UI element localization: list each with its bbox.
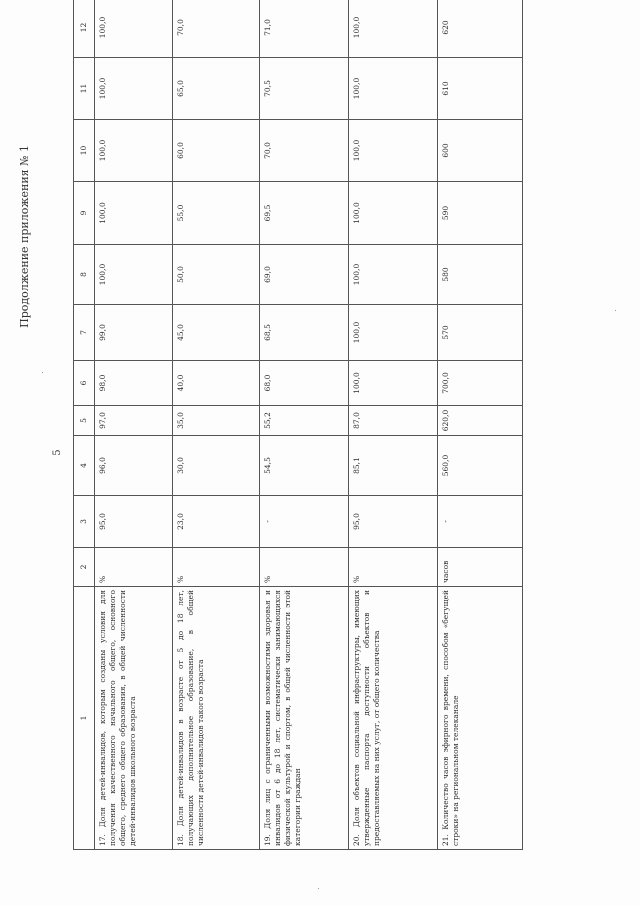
- value-cell: 35,0: [173, 406, 260, 436]
- unit-cell: %: [260, 548, 349, 587]
- value-cell: 100,0: [349, 182, 438, 245]
- value-cell: 100,0: [95, 182, 173, 245]
- value-cell: 100,0: [349, 245, 438, 305]
- value-cell: 68,0: [260, 361, 349, 406]
- value-cell: 100,0: [349, 361, 438, 406]
- value-cell: 71,0: [260, 0, 349, 58]
- table-row: [438, 0, 523, 850]
- value-cell: 590: [438, 182, 523, 245]
- value-cell: 70,0: [260, 120, 349, 182]
- value-cell: 54,5: [260, 436, 349, 496]
- indicator-cell: 20. Доля объектов социальной инфраструктуры, имеющих утвержденные паспорта доступности объектов и предоставляемых на них услуг, от общего количества: [349, 587, 438, 850]
- value-cell: -: [438, 496, 523, 548]
- value-cell: 98,0: [95, 361, 173, 406]
- value-cell: 40,0: [173, 361, 260, 406]
- table-row: [349, 0, 438, 850]
- unit-cell: %: [173, 548, 260, 587]
- value-cell: 68,5: [260, 305, 349, 361]
- value-cell: 97,0: [95, 406, 173, 436]
- value-cell: 70,0: [173, 0, 260, 58]
- value-cell: 96,0: [95, 436, 173, 496]
- indicator-cell: 19. Доля лиц с ограниченными возможностями здоровья и инвалидов от 6 до 18 лет, систематически занимающихся физической культурой и спортом, в общей численности этой категории граждан: [260, 587, 349, 850]
- value-cell: 580: [438, 245, 523, 305]
- header-cell: 11: [74, 58, 95, 120]
- value-cell: 69,5: [260, 182, 349, 245]
- value-cell: 620,0: [438, 406, 523, 436]
- table-row: [260, 0, 349, 850]
- value-cell: 70,5: [260, 58, 349, 120]
- appendix-note: Продолжение приложения № 1: [18, 145, 31, 328]
- value-cell: 30,0: [173, 436, 260, 496]
- value-cell: 85,1: [349, 436, 438, 496]
- header-cell: 9: [74, 182, 95, 245]
- value-cell: 65,0: [173, 58, 260, 120]
- value-cell: 100,0: [95, 120, 173, 182]
- value-cell: 100,0: [95, 0, 173, 58]
- header-cell: 5: [74, 406, 95, 436]
- value-cell: 100,0: [349, 305, 438, 361]
- page-number: 5: [52, 449, 63, 456]
- value-cell: 600: [438, 120, 523, 182]
- value-cell: 95,0: [349, 496, 438, 548]
- header-cell: 1: [74, 587, 95, 850]
- header-cell: 10: [74, 120, 95, 182]
- value-cell: 570: [438, 305, 523, 361]
- header-cell: 7: [74, 305, 95, 361]
- header-cell: 8: [74, 245, 95, 305]
- value-cell: 100,0: [349, 0, 438, 58]
- unit-cell: часов: [438, 548, 523, 587]
- unit-cell: %: [349, 548, 438, 587]
- value-cell: 700,0: [438, 361, 523, 406]
- value-cell: 100,0: [349, 58, 438, 120]
- value-cell: 100,0: [95, 58, 173, 120]
- value-cell: 100,0: [95, 245, 173, 305]
- header-cell: 6: [74, 361, 95, 406]
- value-cell: 620: [438, 0, 523, 58]
- indicators-table: [73, 0, 523, 850]
- value-cell: -: [260, 496, 349, 548]
- table-row: [173, 0, 260, 850]
- table-header-row: [74, 0, 95, 850]
- value-cell: 87,0: [349, 406, 438, 436]
- indicator-cell: 17. Доля детей-инвалидов, которым созданы условия для получения качественного начального общего, основного общего, среднего общего образования, в общей численности детей-инвалидов школьного возраста: [95, 587, 173, 850]
- header-cell: 3: [74, 496, 95, 548]
- table-row: [95, 0, 173, 850]
- indicator-cell: 21. Количество часов эфирного времени, способом «бегущей строки» на региональном телеканале: [438, 587, 523, 850]
- value-cell: 55,2: [260, 406, 349, 436]
- scan-speck: [42, 372, 43, 373]
- value-cell: 55,0: [173, 182, 260, 245]
- indicator-cell: 18. Доля детей-инвалидов в возрасте от 5 до 18 лет, получающих дополнительное образование, в общей численности детей-инвалидов такого возраста: [173, 587, 260, 850]
- value-cell: 69,0: [260, 245, 349, 305]
- scan-speck: [615, 310, 616, 311]
- header-cell: 12: [74, 0, 95, 58]
- value-cell: 45,0: [173, 305, 260, 361]
- value-cell: 610: [438, 58, 523, 120]
- header-cell: 4: [74, 436, 95, 496]
- scan-speck: [318, 888, 319, 889]
- value-cell: 100,0: [349, 120, 438, 182]
- value-cell: 99,0: [95, 305, 173, 361]
- value-cell: 560,0: [438, 436, 523, 496]
- value-cell: 23,0: [173, 496, 260, 548]
- unit-cell: %: [95, 548, 173, 587]
- value-cell: 50,0: [173, 245, 260, 305]
- header-cell: 2: [74, 548, 95, 587]
- value-cell: 60,0: [173, 120, 260, 182]
- value-cell: 95,0: [95, 496, 173, 548]
